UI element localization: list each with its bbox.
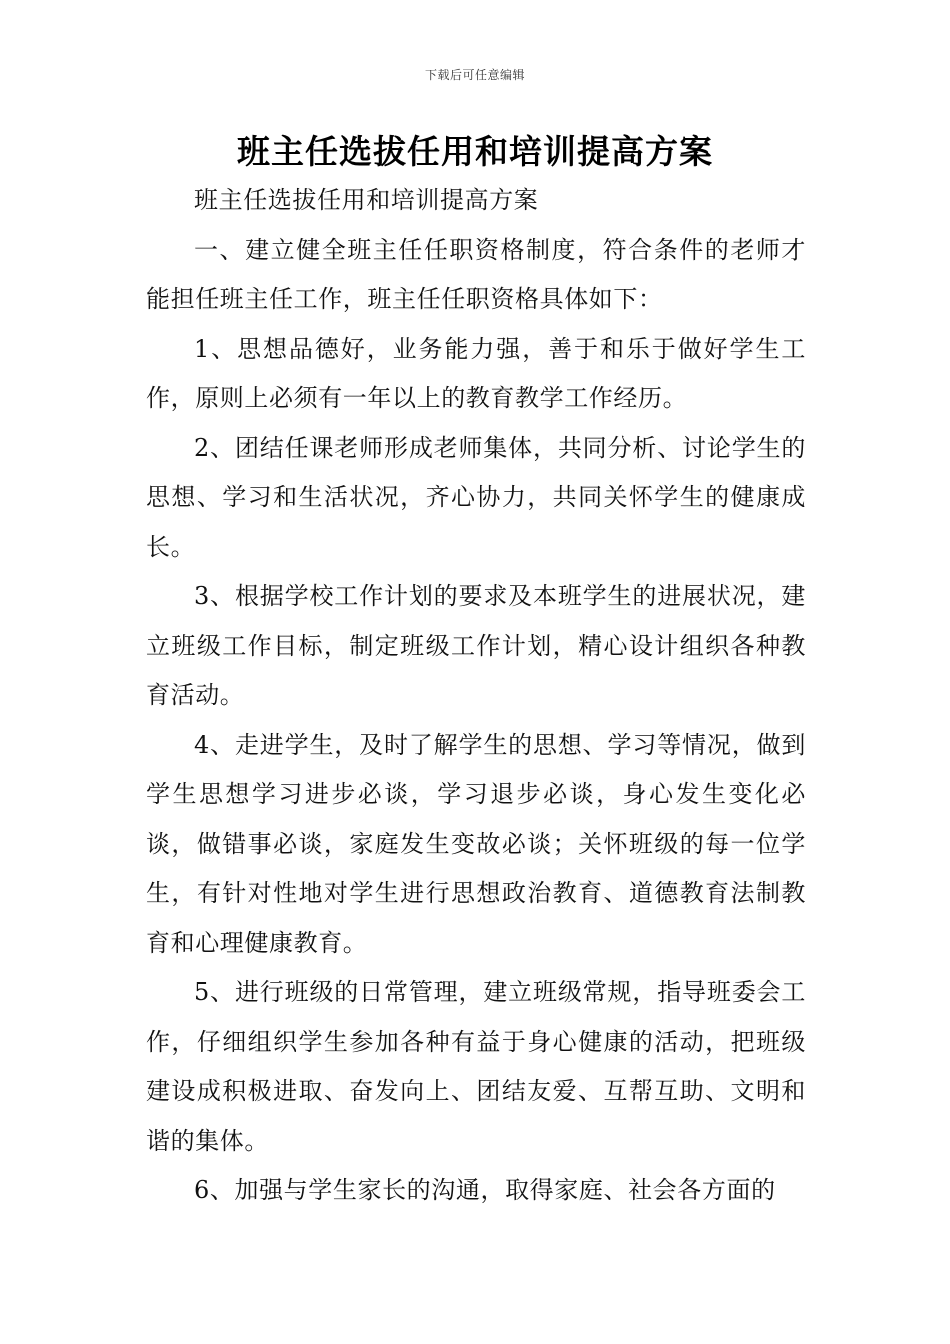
header-note: 下载后可任意编辑: [424, 68, 525, 82]
paragraph-item-4: 4、走进学生，及时了解学生的思想、学习等情况，做到学生思想学习进步必谈，学习退步必谈，身心发生变化必谈，做错事必谈，家庭发生变故必谈；关怀班级的每一位学生，有针对性地对学生进行思想政治教育、道德教育法制教育和心理健康教育。: [146, 730, 806, 957]
paragraph-section-1: 一、建立健全班主任任职资格制度，符合条件的老师才能担任班主任工作，班主任任职资格具体如下：: [146, 235, 806, 313]
subtitle-paragraph: 班主任选拔任用和培训提高方案: [194, 186, 539, 214]
paragraph-item-5: 5、进行班级的日常管理，建立班级常规，指导班委会工作，仔细组织学生参加各种有益于身心健康的活动，把班级建设成积极进取、奋发向上、团结友爱、互帮互助、文明和谐的集体。: [146, 978, 806, 1155]
paragraph-item-6: 6、加强与学生家长的沟通，取得家庭、社会各方面的: [194, 1176, 776, 1204]
paragraph-item-1: 1、思想品德好，业务能力强，善于和乐于做好学生工作，原则上必须有一年以上的教育教学工作经历。: [146, 334, 806, 412]
paragraph-item-2: 2、团结任课老师形成老师集体，共同分析、讨论学生的思想、学习和生活状况，齐心协力，共同关怀学生的健康成长。: [146, 433, 806, 561]
paragraph-item-3: 3、根据学校工作计划的要求及本班学生的进展状况，建立班级工作目标，制定班级工作计划，精心设计组织各种教育活动。: [146, 582, 806, 709]
document-title: 班主任选拔任用和培训提高方案: [237, 132, 713, 171]
document-body: [146, 176, 806, 1216]
